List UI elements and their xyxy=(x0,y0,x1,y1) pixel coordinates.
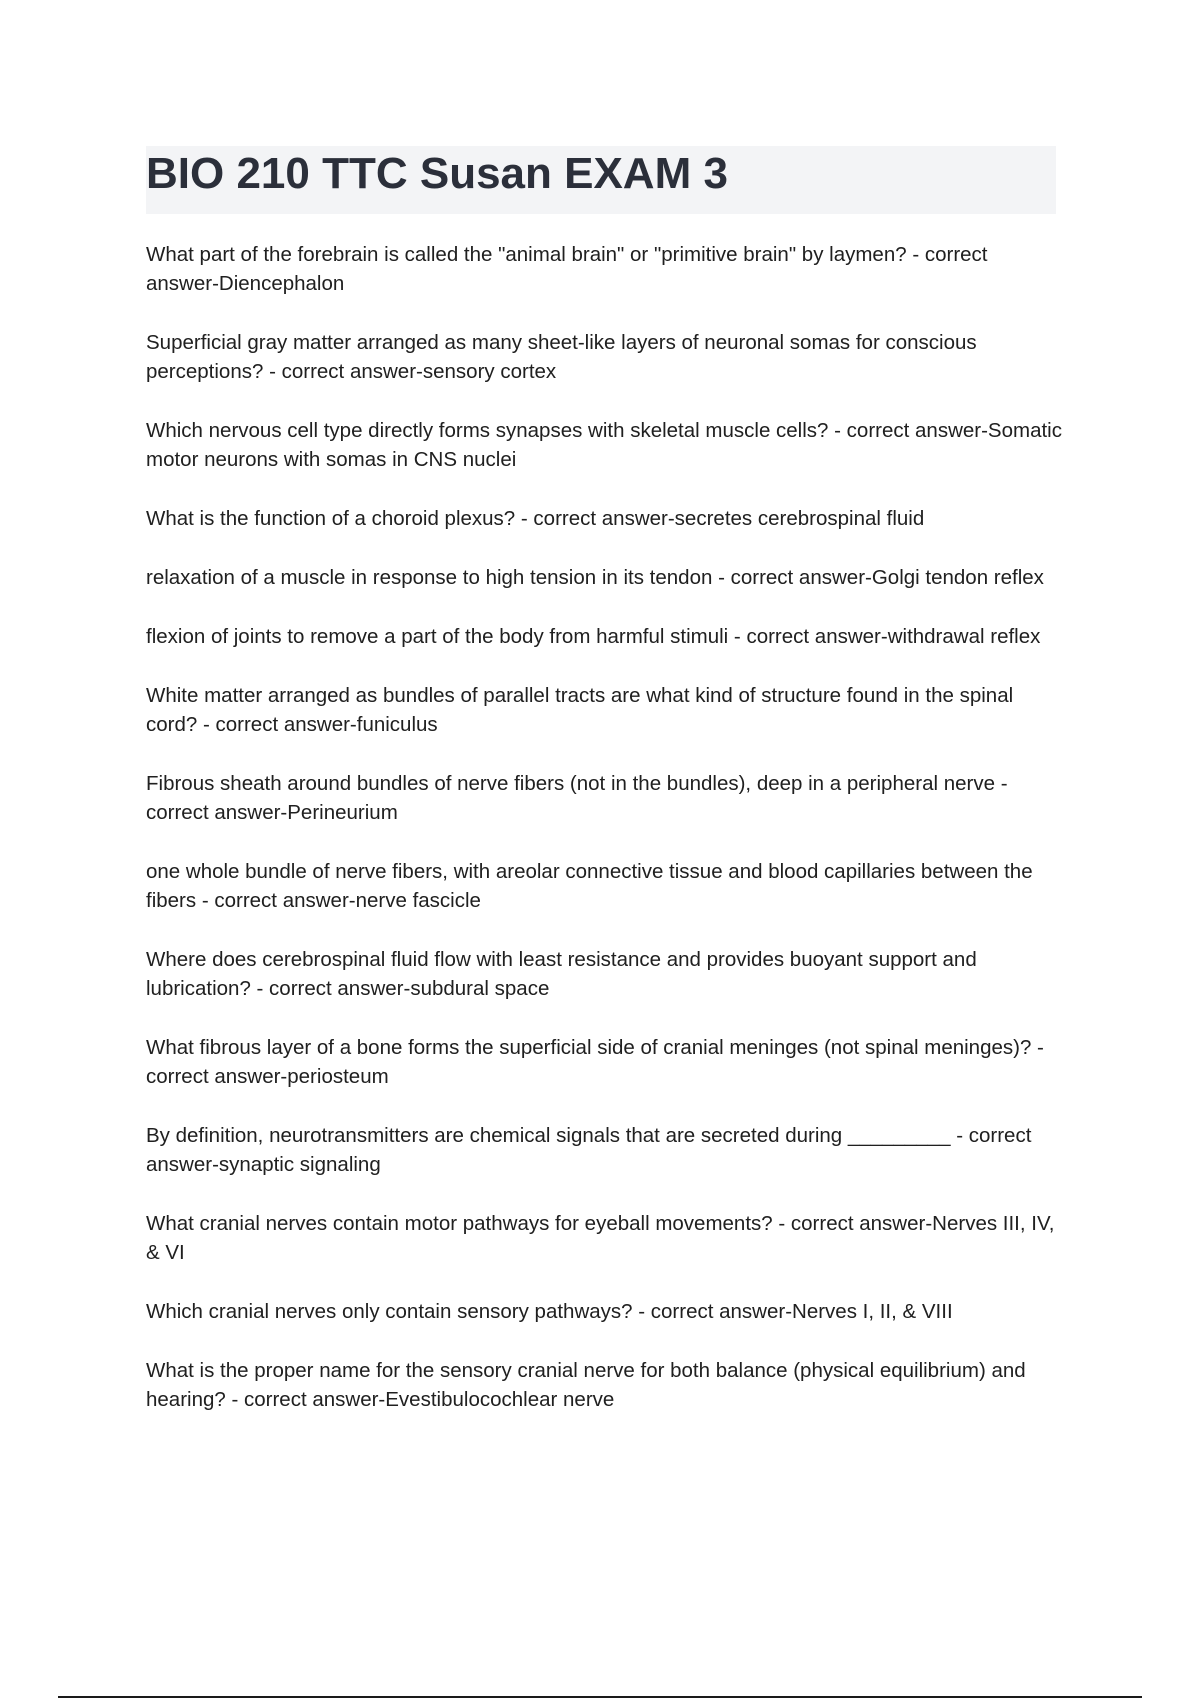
qa-list xyxy=(146,240,1066,1444)
qa-item-3: Which nervous cell type directly forms synapses with skeletal muscle cells? - correct answer-Somatic motor neurons with somas in CNS nuclei xyxy=(146,419,1062,471)
qa-item-15: What is the proper name for the sensory cranial nerve for both balance (physical equilibrium) and hearing? - correct answer-Evestibulocochlear nerve xyxy=(146,1359,1026,1411)
qa-item-2: Superficial gray matter arranged as many sheet-like layers of neuronal somas for conscious perceptions? - correct answer-sensory cortex xyxy=(146,331,977,383)
qa-item-13: What cranial nerves contain motor pathways for eyeball movements? - correct answer-Nerves III, IV, & VI xyxy=(146,1212,1055,1264)
qa-item-12: By definition, neurotransmitters are chemical signals that are secreted during _________ - correct answer-synaptic signaling xyxy=(146,1124,1032,1176)
qa-item-7: White matter arranged as bundles of parallel tracts are what kind of structure found in the spinal cord? - correct answer-funiculus xyxy=(146,684,1014,736)
title-banner xyxy=(146,146,1056,214)
qa-item-6: flexion of joints to remove a part of the body from harmful stimuli - correct answer-withdrawal reflex xyxy=(146,625,1041,648)
qa-item-1: What part of the forebrain is called the "animal brain" or "primitive brain" by laymen? - correct answer-Diencephalon xyxy=(146,243,988,295)
qa-item-9: one whole bundle of nerve fibers, with areolar connective tissue and blood capillaries between the fibers - correct answer-nerve fascicle xyxy=(146,860,1033,912)
qa-item-10: Where does cerebrospinal fluid flow with least resistance and provides buoyant support and lubrication? - correct answer-subdural space xyxy=(146,948,977,1000)
qa-item-14: Which cranial nerves only contain sensory pathways? - correct answer-Nerves I, II, & VIII xyxy=(146,1300,953,1323)
qa-item-11: What fibrous layer of a bone forms the superficial side of cranial meninges (not spinal meninges)? - correct answer-periosteum xyxy=(146,1036,1044,1088)
page-title: BIO 210 TTC Susan EXAM 3 xyxy=(146,149,728,198)
page-bottom-divider xyxy=(58,1696,1142,1698)
qa-item-4: What is the function of a choroid plexus? - correct answer-secretes cerebrospinal fluid xyxy=(146,507,925,530)
qa-item-8: Fibrous sheath around bundles of nerve fibers (not in the bundles), deep in a peripheral nerve - correct answer-Perineurium xyxy=(146,772,1008,824)
qa-item-5: relaxation of a muscle in response to high tension in its tendon - correct answer-Golgi tendon reflex xyxy=(146,566,1044,589)
